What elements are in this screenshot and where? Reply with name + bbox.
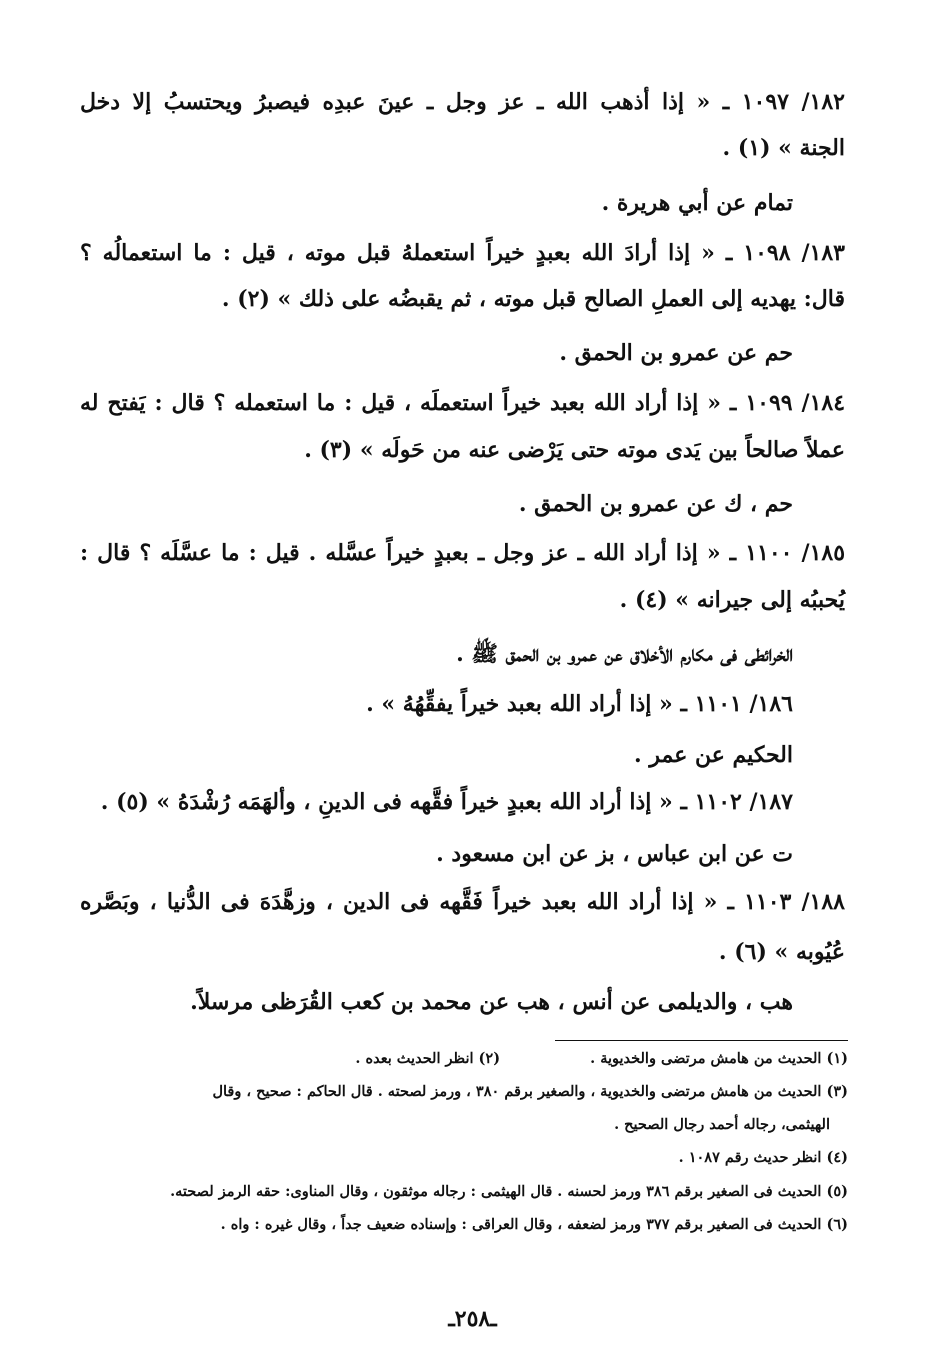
- hadith-185-line-2: يُحببُه إلى جيرانه » (٤) .: [619, 587, 845, 613]
- hadith-183-line-1: ١٨٣/ ١٠٩٨ ـ « إذا أرادَ الله بعبدٍ خيراً استعملهُ قبل موته ، قيل : ما استعمالُه ؟: [80, 240, 845, 266]
- page-number: ـ٢٥٨ـ: [448, 1306, 497, 1332]
- hadith-182-line-2: الجنة » (١) .: [722, 135, 845, 161]
- hadith-187-line-1: ١٨٧/ ١١٠٢ ـ « إذا أراد الله بعبدٍ خيراً فقَّهه فى الدينِ ، وألهَمَه رُشْدَهُ » (٥) .: [100, 789, 793, 815]
- hadith-183-source: حم عن عمرو بن الحمق .: [559, 340, 793, 366]
- hadith-188-line-1: ١٨٨/ ١١٠٣ ـ « إذا أراد الله بعبد خيراً فَقَّهه فى الدين ، وزهَّدَهَ فى الدُّنيا ، وبَصَّره: [80, 889, 845, 915]
- hadith-182-source: تمام عن أبي هريرة .: [601, 190, 793, 216]
- hadith-184-line-1: ١٨٤/ ١٠٩٩ ـ « إذا أراد الله بعبد خيراً استعملَه ، قيل : ما استعمله ؟ قال : يَفتح له: [80, 390, 846, 416]
- hadith-187-source: ت عن ابن عباس ، بز عن ابن مسعود .: [436, 841, 793, 867]
- footnote-separator: [555, 1040, 848, 1041]
- hadith-183-line-2: قال: يهديه إلى العملِ الصالح قبل موته ، ثم يقبضُه على ذلك » (٢) .: [221, 286, 845, 312]
- footnote-1: (١) الحديث من هامش مرتضى والخديوية .: [590, 1050, 848, 1067]
- footnote-3-line-1: (٣) الحديث من هامش مرتضى والخديوية ، والصغير برقم ٣٨٠ ، ورمز لصحته . قال الحاكم : صحيح ، وقال: [212, 1083, 848, 1100]
- footnote-3-line-2: الهيثمى، رجاله أحمد رجال الصحيح .: [614, 1116, 830, 1133]
- footnote-5: (٥) الحديث فى الصغير برقم ٣٨٦ ورمز لحسنه . قال الهيثمى : رجاله موثقون ، وقال المناوى: حقه الرمز لصحته.: [170, 1183, 848, 1200]
- hadith-188-line-2: عُيُوبه » (٦) .: [718, 939, 845, 965]
- footnote-6: (٦) الحديث فى الصغير برقم ٣٧٧ ورمز لضعفه ، وقال العراقى : وإسناده ضعيف جداً ، وقال غيره : واه .: [220, 1216, 848, 1233]
- hadith-188-source: هب ، والديلمى عن أنس ، هب عن محمد بن كعب القُرَظى مرسلاً.: [190, 989, 793, 1015]
- hadith-182-line-1: ١٨٢/ ١٠٩٧ ـ « إذا أذهب الله ـ عز وجل ـ عينَ عبدِه فيصبرُ ويحتسبُ إلا دخل: [80, 89, 845, 115]
- footnote-2: (٢) انظر الحديث بعده .: [355, 1050, 501, 1067]
- hadith-184-source: حم ، ك عن عمرو بن الحمق .: [518, 491, 793, 517]
- hadith-186-source: الحكيم عن عمر .: [634, 742, 793, 768]
- hadith-185-source: الخرائطى فى مكارم الأخلاق عن عمرو بن الحمق ﷺ .: [456, 641, 793, 667]
- hadith-185-line-1: ١٨٥/ ١١٠٠ ـ « إذا أراد الله ـ عز وجل ـ بعبدٍ خيراً عسَّله . قيل : ما عسَّلَه ؟ قال :: [80, 540, 846, 566]
- footnote-4: (٤) انظر حديث رقم ١٠٨٧ .: [678, 1149, 848, 1166]
- hadith-186-line-1: ١٨٦/ ١١٠١ ـ « إذا أراد الله بعبد خيراً يفقِّهُهُ » .: [366, 691, 793, 717]
- footnote-row-1: [80, 1047, 848, 1071]
- hadith-184-line-2: عملاً صالحاً بين يَدى موته حتى يَرْضى عنه من حَولَه » (٣) .: [304, 437, 845, 463]
